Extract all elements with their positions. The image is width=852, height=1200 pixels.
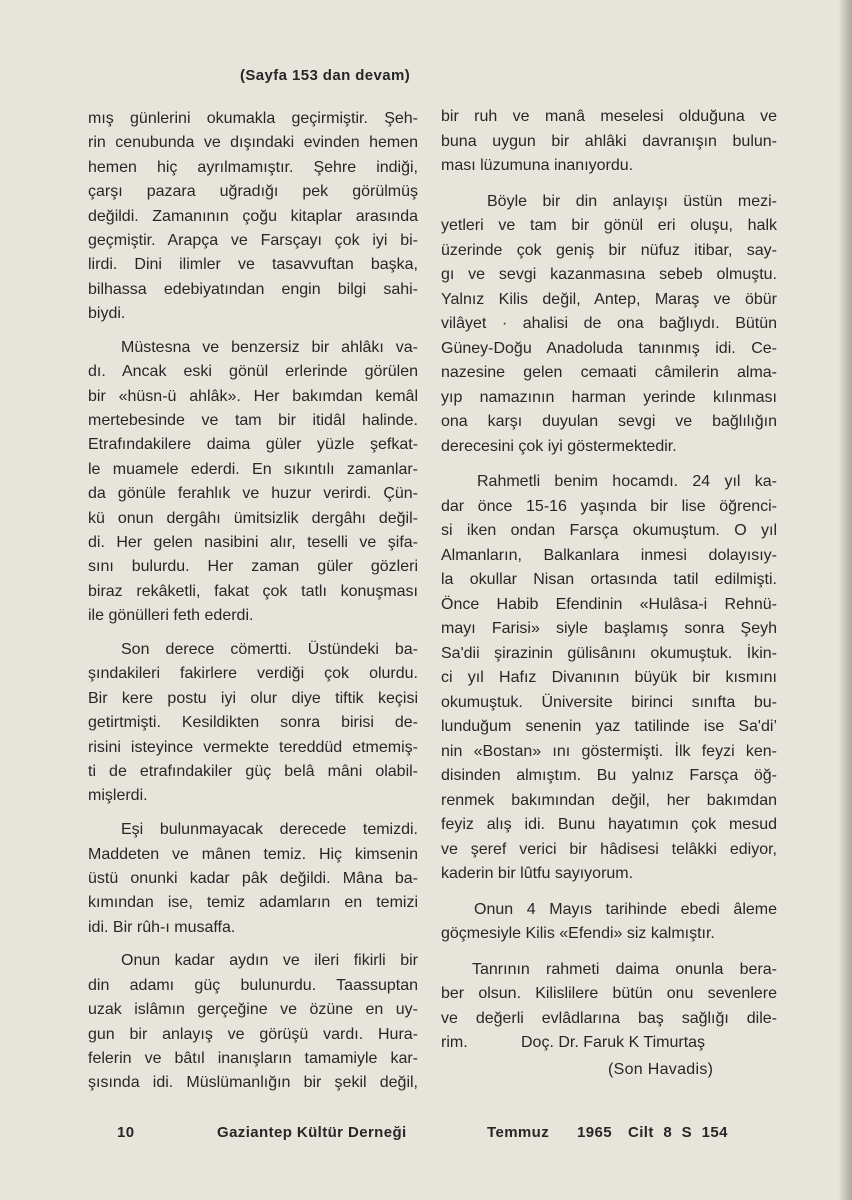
text-line: Bir kere postu iyi olur diye tiftik keçisi xyxy=(88,689,418,707)
text-line: ona karşı duyulan sevgi ve bağlılığın xyxy=(441,413,777,430)
text-line: biraz rekâketli, fakat çok tatlı konuşması xyxy=(88,582,418,600)
text-line: Eşi bulunmayacak derecede temizdi. xyxy=(121,821,418,839)
text-line: biydi. xyxy=(88,305,126,323)
paragraph xyxy=(441,105,777,179)
text-line: Etrafındakilere daima güler yüzle şefkat- xyxy=(88,436,418,454)
continuation-note: (Sayfa 153 dan devam) xyxy=(240,67,411,84)
page-number: 10 xyxy=(117,1124,135,1141)
text-line: nazesine gelen cemaati câmilerin alma- xyxy=(441,364,777,381)
text-line: geçmiştir. Arapça ve Farsçayı çok iyi bi- xyxy=(88,231,418,249)
text-line: gı ve sevgi kazanmasına sebeb olmuştu. xyxy=(441,266,777,283)
text-line: yıp namazının harman yerinde kılınması xyxy=(441,388,777,406)
text-line: lunduğum senenin yaz tatilinde ise Sa'di’ xyxy=(441,718,777,735)
text-line: okumuştuk. Üniversite birinci sınıfta bu- xyxy=(441,693,777,711)
text-line: üstü onunki kadar pâk değildi. Mâna ba- xyxy=(88,869,418,887)
paragraph xyxy=(441,898,777,947)
text-line: mertebesinde ve tam bir itidâl halinde. xyxy=(88,412,418,430)
text-line: Böyle bir din anlayışı üstün mezi- xyxy=(487,192,777,210)
text-line: getirtmişti. Kesildikten sonra birisi de- xyxy=(88,714,418,732)
text-line: Almanların, Balkanlara inmesi dolayısıy- xyxy=(441,546,777,564)
text-line: kü onun dergâhı ümitsizlik dergâhı değil- xyxy=(88,509,418,527)
text-line: şısında idi. Müslümanlığın bir şekil değil, xyxy=(88,1074,418,1092)
text-line: ve değerli evlâdlarına baş sağlığı dile- xyxy=(441,1009,777,1027)
text-line: Yalnız Kilis değil, Antep, Maraş ve öbür xyxy=(441,290,777,308)
text-line: Güney-Doğu Anadoluda tanınmış idi. Ce- xyxy=(441,339,777,357)
text-line: Maddeten ve mânen temiz. Hiç kimsenin xyxy=(88,845,418,863)
text-line: ber olsun. Kilislilere bütün onu sevenlere xyxy=(441,985,777,1002)
text-line: şındakileri fakirlere verdiği çok olurdu. xyxy=(88,665,418,683)
paragraph xyxy=(88,336,418,629)
text-line: ti de etrafındakiler güç belâ mâni olabil- xyxy=(88,762,418,780)
paragraph xyxy=(441,190,777,460)
text-line: mış günlerini okumakla geçirmiştir. Şeh- xyxy=(88,110,418,127)
text-line: bir ruh ve manâ meselesi olduğuna ve xyxy=(441,108,777,125)
page-edge-shadow xyxy=(838,0,852,1200)
text-line: di. Her gelen nasibini alır, teselli ve şifa- xyxy=(88,534,418,552)
text-line: Son derece cömertti. Üstündeki ba- xyxy=(121,640,418,658)
text-line: uzak islâmın gerçeğine ve özüne en uy- xyxy=(88,1001,418,1019)
text-line: göçmesiyle Kilis «Efendi» siz kalmıştır. xyxy=(441,925,715,942)
right-column xyxy=(441,105,777,1056)
paragraph xyxy=(88,107,418,327)
text-line: ve şeref verici bir hâdisesi telâkki ediyor, xyxy=(441,840,777,858)
text-line: Rahmetli benim hocamdı. 24 yıl ka- xyxy=(477,473,777,490)
text-line: si iken ondan Farsça okumuştum. O yıl xyxy=(441,522,777,539)
text-line: kaderin bir lûtfu sayıyorum. xyxy=(441,865,634,882)
text-line: risini isteyince vermekte tereddüd etmemiş- xyxy=(88,738,418,756)
text-line: derecesini çok iyi göstermektedir. xyxy=(441,437,677,455)
publisher-name: Gaziantep Kültür Derneği xyxy=(217,1124,407,1141)
text-line: buna uygun bir ahlâki davranışın bulun- xyxy=(441,132,777,150)
paragraph xyxy=(88,638,418,809)
text-line: Tanrının rahmeti daima onunla bera- xyxy=(472,960,777,978)
paragraph xyxy=(88,818,418,940)
text-line: üzerinde çok geniş bir nüfuz itibar, say- xyxy=(441,241,777,259)
text-line: le muamele ederdi. En sıkıntılı zamanlar- xyxy=(88,460,418,478)
text-line: disinden almıştım. Bu yalnız Farsça öğ- xyxy=(441,767,777,784)
issue-year: 1965 xyxy=(577,1124,612,1141)
signature-line xyxy=(441,1031,777,1056)
text-line: Müstesna ve benzersiz bir ahlâkı va- xyxy=(121,338,418,356)
text-line: mayı Farisi» siyle başlamış sonra Şeyh xyxy=(441,620,777,637)
text-line: mişlerdi. xyxy=(88,787,148,805)
text-line: Onun kadar aydın ve ileri fikirli bir xyxy=(121,952,418,970)
text-line: gun bir anlayış ve görüşü vardı. Hura- xyxy=(88,1025,418,1043)
author-signature: Doç. Dr. Faruk K Timurtaş xyxy=(521,1034,706,1051)
text-line: Sa'dii şirazinin gülisânını okumuştuk. İkin- xyxy=(441,644,777,662)
text-line: ci yıl Hafız Divanının büyük bir kısmını xyxy=(441,669,777,686)
left-column xyxy=(88,107,418,1096)
text-line: dı. Ancak eski gönül erlerinde görülen xyxy=(88,363,418,381)
text-line: dar önce 15-16 yaşında bir lise öğrenci- xyxy=(441,497,777,515)
text-line: yetleri ve tam bir gönül eri oluşu, halk xyxy=(441,217,777,234)
source-credit: (Son Havadis) xyxy=(608,1061,714,1078)
text-line: bir «hüsn-ü ahlâk». Her bakımdan kemâl xyxy=(88,387,418,405)
text-line: idi. Bir rûh-ı musaffa. xyxy=(88,918,236,936)
text-line: hemen hiç ayrılmamıştır. Şehre indiği, xyxy=(88,158,418,176)
text-line: felerin ve bâtıl inanışların tamamiyle kar- xyxy=(88,1050,418,1068)
text-line: nin «Bostan» ını göstermişti. İlk feyzi ken- xyxy=(441,742,777,760)
text-line: Onun 4 Mayıs tarihinde ebedi âleme xyxy=(474,900,777,918)
text-line: rim. xyxy=(441,1034,468,1051)
text-line: ile gönülleri feth ederdi. xyxy=(88,607,254,625)
text-line: feyiz alış idi. Bunu hayatımın çok mesud xyxy=(441,816,777,833)
paragraph xyxy=(441,958,777,1056)
text-line: rin cenubunda ve dışındaki evinden hemen xyxy=(88,134,418,152)
text-line: din adamı güç bulunurdu. Taassuptan xyxy=(88,976,418,994)
text-line: değildi. Zamanının çoğu kitaplar arasında xyxy=(88,207,418,225)
issue-volume: Cilt 8 S 154 xyxy=(628,1124,728,1141)
text-line: kımından ise, temiz adamların en temizi xyxy=(88,894,418,912)
issue-month: Temmuz xyxy=(487,1124,550,1141)
text-line: lirdi. Dini ilimler ve tasavvuftan başka, xyxy=(88,256,418,274)
text-line: çarşı pazara uğradığı pek görülmüş xyxy=(88,183,418,201)
text-line: bilhassa edebiyatından engin bilgi sahi- xyxy=(88,280,418,298)
paragraph xyxy=(88,949,418,1095)
paragraph xyxy=(441,470,777,887)
text-line: renmek bakımından değil, her bakımdan xyxy=(441,791,777,809)
text-line: la okullar Nisan ortasında tatil edilmişti. xyxy=(441,571,777,588)
text-line: Önce Habib Efendinin «Hulâsa-i Rehnü- xyxy=(441,595,777,613)
text-line: da gönüle ferahlık ve huzur verirdi. Çün- xyxy=(88,485,418,503)
text-line: vilâyet · ahalisi de ona bağlıydı. Bütün xyxy=(441,315,777,332)
text-line: ması lüzumuna inanıyordu. xyxy=(441,157,634,174)
text-line: sını bulurdu. Her zaman güler gözleri xyxy=(88,558,418,576)
